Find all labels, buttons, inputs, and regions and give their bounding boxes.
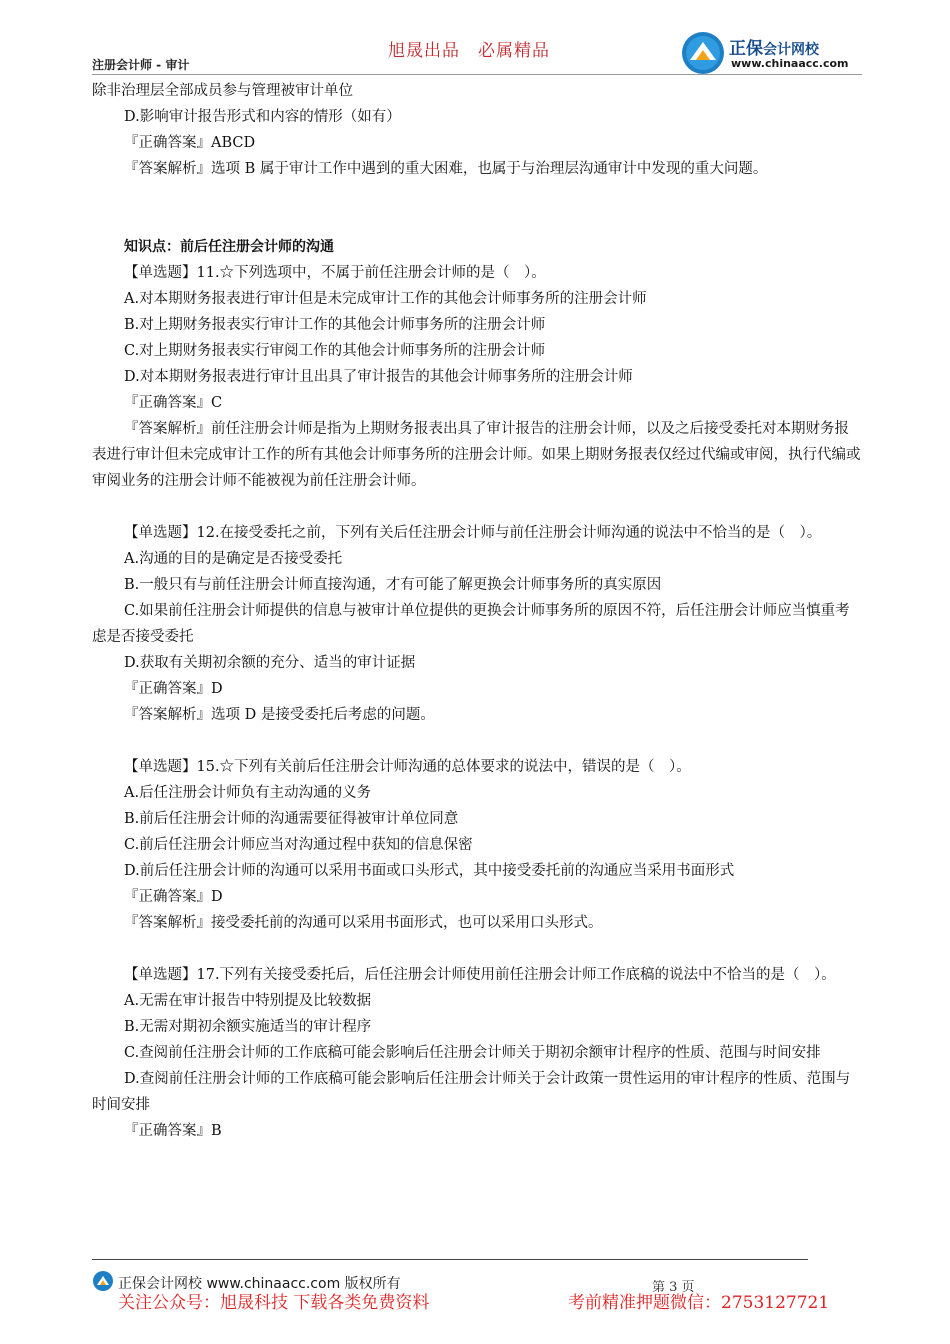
document-body xyxy=(92,78,862,1144)
logo-title xyxy=(729,34,819,59)
chinaacc-logo-icon xyxy=(680,30,726,80)
question-17-option-c: C.查阅前任注册会计师的工作底稿可能会影响后任注册会计师关于期初余额审计程序的性质、范围与时间安排 xyxy=(124,1045,821,1061)
question-15-option-d: D.前后任注册会计师的沟通可以采用书面或口头形式，其中接受委托前的沟通应当采用书面形式 xyxy=(124,863,735,879)
correct-answer: 『正确答案』ABCD xyxy=(124,135,256,151)
page-number: 第 3 页 xyxy=(652,1280,695,1295)
question-11-explanation: 『答案解析』前任注册会计师是指为上期财务报表出具了审计报告的注册会计师，以及之后接受委托对本期财务报表进行审计但未完成审计工作的所有其他会计师事务所的注册会计师。如果上期财务报表仅经过代编或审阅，执行代编或审阅业务的注册会计师不能被视为前任注册会计师。 xyxy=(92,421,861,489)
knowledge-point-heading: 知识点：前后任注册会计师的沟通 xyxy=(124,239,334,255)
question-12-answer: 『正确答案』D xyxy=(124,681,223,697)
question-17-answer: 『正确答案』B xyxy=(124,1123,222,1139)
question-12-option-c: C.如果前任注册会计师提供的信息与被审计单位提供的更换会计师事务所的原因不符，后任注册会计师应当慎重考虑是否接受委托 xyxy=(92,603,850,645)
question-11: 【单选题】11.☆下列选项中，不属于前任注册会计师的是（ ）。 xyxy=(124,265,546,281)
question-11-option-b: B.对上期财务报表实行审计工作的其他会计师事务所的注册会计师 xyxy=(124,317,546,333)
question-15-option-b: B.前后任注册会计师的沟通需要征得被审计单位同意 xyxy=(124,811,459,827)
question-12: 【单选题】12.在接受委托之前，下列有关后任注册会计师与前任注册会计师沟通的说法中不恰当的是（ ）。 xyxy=(124,525,822,541)
logo-sub: 会计网校 xyxy=(763,42,819,58)
question-12-option-d: D.获取有关期初余额的充分、适当的审计证据 xyxy=(124,655,416,671)
question-17-option-b: B.无需对期初余额实施适当的审计程序 xyxy=(124,1019,372,1035)
answer-explanation: 『答案解析』选项 B 属于审计工作中遇到的重大困难，也属于与治理层沟通审计中发现的重大问题。 xyxy=(124,161,768,177)
question-15-answer: 『正确答案』D xyxy=(124,889,223,905)
course-title: 注册会计师 - 审计 xyxy=(92,58,190,72)
footer-divider xyxy=(92,1259,808,1260)
question-15-explanation: 『答案解析』接受委托前的沟通可以采用书面形式，也可以采用口头形式。 xyxy=(124,915,603,931)
question-15: 【单选题】15.☆下列有关前后任注册会计师沟通的总体要求的说法中，错误的是（ ）。 xyxy=(124,759,691,775)
logo-url: www.chinaacc.com xyxy=(731,57,849,70)
question-12-option-b: B.一般只有与前任注册会计师直接沟通，才有可能了解更换会计师事务所的真实原因 xyxy=(124,577,662,593)
promo-wechat-contact: 考前精准押题微信：2753127721 xyxy=(568,1293,830,1313)
promo-wechat-account: 关注公众号：旭晟科技 下载各类免费资料 xyxy=(118,1293,430,1313)
footer-copyright: 正保会计网校 www.chinaacc.com 版权所有 xyxy=(118,1276,401,1292)
logo-main: 正保 xyxy=(729,39,763,59)
question-11-option-a: A.对本期财务报表进行审计但是未完成审计工作的其他会计师事务所的注册会计师 xyxy=(124,291,647,307)
header-divider xyxy=(92,74,862,75)
question-17-option-d: D.查阅前任注册会计师的工作底稿可能会影响后任注册会计师关于会计政策一贯性运用的审计程序的性质、范围与时间安排 xyxy=(92,1071,851,1113)
question-11-option-d: D.对本期财务报表进行审计且出具了审计报告的其他会计师事务所的注册会计师 xyxy=(124,369,633,385)
option-d: D.影响审计报告形式和内容的情形（如有） xyxy=(124,109,401,125)
question-15-option-c: C.前后任注册会计师应当对沟通过程中获知的信息保密 xyxy=(124,837,473,853)
question-17: 【单选题】17.下列有关接受委托后，后任注册会计师使用前任注册会计师工作底稿的说法中不恰当的是（ ）。 xyxy=(124,967,836,983)
question-11-option-c: C.对上期财务报表实行审阅工作的其他会计师事务所的注册会计师 xyxy=(124,343,546,359)
question-17-option-a: A.无需在审计报告中特别提及比较数据 xyxy=(124,993,372,1009)
question-11-answer: 『正确答案』C xyxy=(124,395,223,411)
text-line: 除非治理层全部成员参与管理被审计单位 xyxy=(92,83,353,99)
question-15-option-a: A.后任注册会计师负有主动沟通的义务 xyxy=(124,785,372,801)
question-12-option-a: A.沟通的目的是确定是否接受委托 xyxy=(124,551,343,567)
question-12-explanation: 『答案解析』选项 D 是接受委托后考虑的问题。 xyxy=(124,707,435,723)
footer-logo-icon xyxy=(92,1270,114,1296)
header-brand: 旭晟出品 必属精品 xyxy=(388,41,550,61)
